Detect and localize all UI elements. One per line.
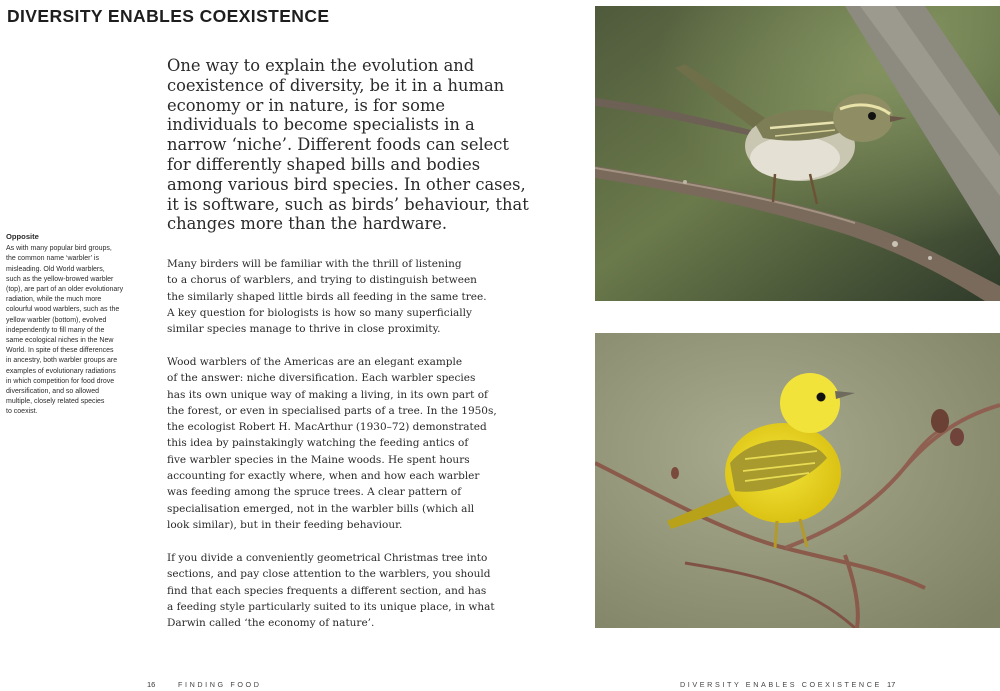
caption-line: yellow warbler (bottom), evolved xyxy=(6,316,107,324)
caption-line: in which competition for food drove xyxy=(6,377,115,385)
body-line: find that each species frequents a different section, and has xyxy=(167,584,487,597)
left-running-head: FINDING FOOD xyxy=(178,680,262,689)
caption-line: diversification, and so allowed xyxy=(6,388,99,396)
body-paragraph-1 xyxy=(167,256,487,337)
body-line: this idea by painstakingly watching the feeding antics of xyxy=(167,437,469,450)
yellow-browed-warbler-photo xyxy=(595,6,1000,301)
caption-line: such as the yellow-browed warbler xyxy=(6,275,114,283)
body-line: accounting for exactly where, when and how each warbler xyxy=(167,470,480,483)
intro-line: among various bird species. In other cases, xyxy=(167,174,526,194)
photo-caption xyxy=(6,232,134,418)
body-line: sections, and pay close attention to the warblers, you should xyxy=(167,568,491,581)
body-line: five warbler species in the Maine woods. He spent hours xyxy=(167,453,470,466)
caption-line: same ecological niches in the New xyxy=(6,337,114,345)
caption-line: the common name ‘warbler’ is xyxy=(6,255,99,263)
body-line: If you divide a conveniently geometrical Christmas tree into xyxy=(167,552,488,564)
body-line: a feeding style particularly suited to its unique place, in what xyxy=(167,600,495,613)
intro-line: economy or in nature, is for some xyxy=(167,95,446,115)
intro-line: narrow ‘niche’. Different foods can select xyxy=(167,135,509,155)
intro-line: it is software, such as birds’ behaviour, that xyxy=(167,194,529,214)
intro-line: One way to explain the evolution and xyxy=(167,56,475,75)
caption-line: to coexist. xyxy=(6,408,38,416)
body-line: specialisation emerged, not in the warbler bills (which all xyxy=(167,502,475,515)
body-paragraph-3 xyxy=(167,550,495,631)
caption-line: misleading. Old World warblers, xyxy=(6,265,105,273)
body-line: the forest, or even in specialised parts of a tree. In the 1950s, xyxy=(167,404,497,417)
yellow-warbler-photo xyxy=(595,333,1000,628)
body-line: similar species manage to thrive in close proximity. xyxy=(167,323,441,336)
caption-line: radiation, while the much more xyxy=(6,296,102,304)
body-paragraph-2 xyxy=(167,354,497,533)
caption-line: World. In spite of these differences xyxy=(6,347,114,355)
caption-line: (top), are part of an older evolutionary xyxy=(6,286,124,294)
intro-line: for differently shaped bills and bodies xyxy=(167,154,481,174)
body-line: the similarly shaped little birds all feeding in the same tree. xyxy=(167,290,487,303)
caption-title: Opposite xyxy=(6,232,39,241)
body-line: was feeding among the spruce trees. A clear pattern of xyxy=(167,486,462,499)
yellow-browed-warbler-illustration xyxy=(595,6,1000,301)
right-page-number: 17 xyxy=(887,680,896,689)
body-line: the ecologist Robert H. MacArthur (1930–72) demonstrated xyxy=(167,421,487,434)
caption-line: independently to fill many of the xyxy=(6,326,105,334)
body-line: look similar), but in their feeding behaviour. xyxy=(167,518,403,531)
body-line: has its own unique way of making a living, in its own part of xyxy=(167,388,488,401)
caption-line: in ancestry, both warbler groups are xyxy=(6,357,118,365)
caption-line: colourful wood warblers, such as the xyxy=(6,306,120,314)
intro-line: coexistence of diversity, be it in a human xyxy=(167,75,505,95)
caption-line: As with many popular bird groups, xyxy=(6,245,112,253)
intro-line: individuals to become specialists in a xyxy=(167,115,475,135)
page-title: DIVERSITY ENABLES COEXISTENCE xyxy=(7,6,330,26)
body-line: A key question for biologists is how so many superficially xyxy=(167,306,472,319)
body-line: Many birders will be familiar with the thrill of listening xyxy=(167,258,462,270)
caption-line: examples of evolutionary radiations xyxy=(6,367,116,375)
body-line: Darwin called ‘the economy of nature’. xyxy=(167,617,375,630)
body-line: Wood warblers of the Americas are an elegant example xyxy=(167,356,463,368)
body-line: to a chorus of warblers, and trying to distinguish between xyxy=(167,274,477,287)
yellow-warbler-illustration xyxy=(595,333,1000,628)
right-running-head: DIVERSITY ENABLES COEXISTENCE xyxy=(680,680,882,689)
intro-line: changes more than the hardware. xyxy=(167,214,448,234)
body-line: of the answer: niche diversification. Each warbler species xyxy=(167,372,476,385)
intro-paragraph xyxy=(167,56,529,234)
left-page-number: 16 xyxy=(147,680,156,689)
caption-line: multiple, closely related species xyxy=(6,398,105,406)
